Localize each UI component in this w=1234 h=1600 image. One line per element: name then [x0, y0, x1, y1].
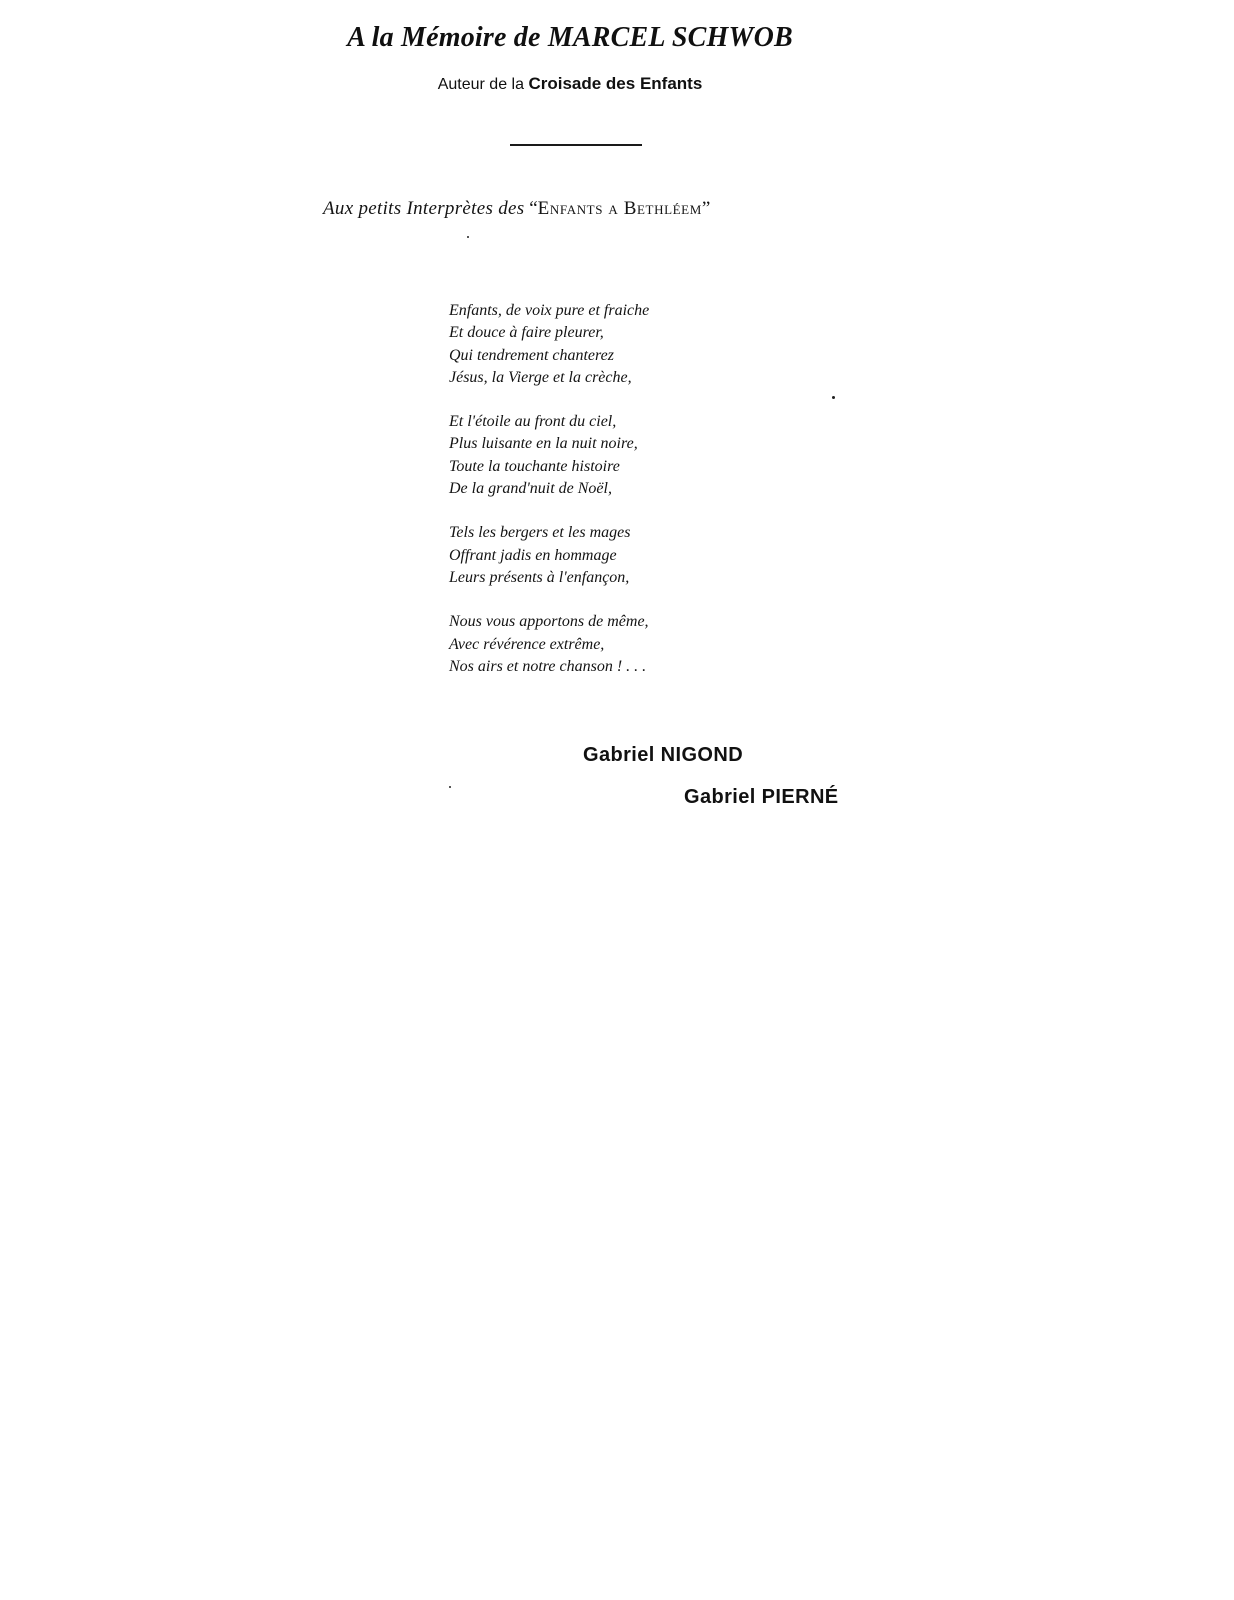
poem-stanza-2	[449, 411, 829, 500]
poem-line: Tels les bergers et les mages	[449, 524, 631, 542]
scan-speck	[832, 396, 835, 399]
divider-rule	[510, 144, 642, 146]
interpreters-lead: Aux petits Interprètes des	[323, 198, 525, 219]
poem-line: Qui tendrement chanterez	[449, 346, 614, 364]
dedication-subtitle-work: Croisade des Enfants	[528, 74, 703, 93]
poem-stanza-4	[449, 611, 829, 678]
composer-signature: Gabriel PIERNÉ	[684, 786, 839, 808]
poem-line: Enfants, de voix pure et fraiche	[449, 302, 650, 319]
dedication-subtitle-prefix: Auteur de la	[437, 76, 524, 93]
scan-speck	[449, 786, 451, 788]
poem-line: Nos airs et notre chanson ! . . .	[449, 657, 647, 675]
poem-line: Et l'étoile au front du ciel,	[449, 413, 617, 431]
poem-line: Leurs présents à l'enfançon,	[449, 568, 630, 586]
poem-line: Offrant jadis en hommage	[449, 546, 617, 564]
interpreters-close-quote: ”	[701, 198, 711, 219]
interpreters-work-title: Enfants a Bethléem	[537, 198, 702, 219]
scan-speck	[467, 236, 469, 238]
poem	[449, 300, 829, 700]
interpreters-dedication	[323, 198, 863, 220]
poem-line: De la grand'nuit de Noël,	[449, 480, 612, 498]
poem-line: Jésus, la Vierge et la crèche,	[449, 368, 632, 386]
author-signature: Gabriel NIGOND	[583, 744, 744, 766]
poem-line: Plus luisante en la nuit noire,	[449, 435, 638, 453]
dedication-title: A la Mémoire de MARCEL SCHWOB	[347, 22, 793, 53]
poem-line: Nous vous apportons de même,	[449, 613, 649, 631]
interpreters-open-quote: “	[529, 198, 538, 219]
poem-stanza-1	[449, 300, 829, 389]
poem-stanza-3	[449, 522, 829, 589]
dedication-subtitle	[0, 74, 1140, 94]
poem-line: Et douce à faire pleurer,	[449, 324, 604, 342]
poem-line: Toute la touchante histoire	[449, 457, 620, 475]
poem-line: Avec révérence extrême,	[449, 635, 605, 653]
